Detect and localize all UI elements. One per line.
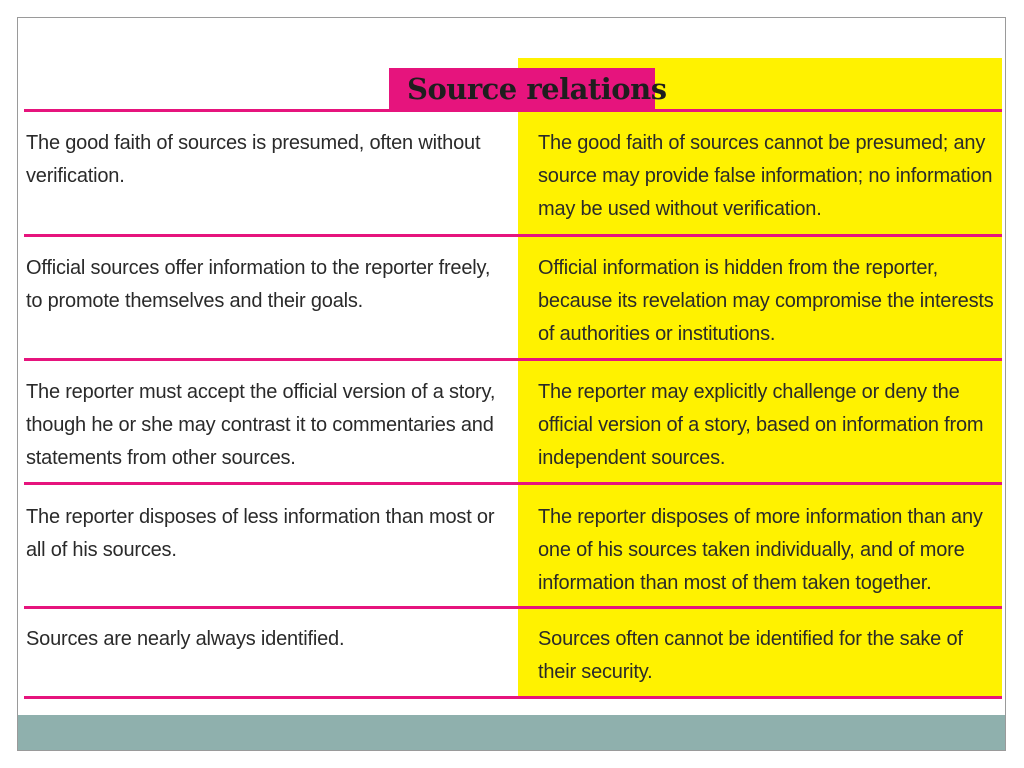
alternative-cell: The reporter disposes of more information than any one of his sources taken individually, and of more information than most of them taken together.: [538, 506, 983, 594]
row-divider: [24, 606, 1002, 609]
row-divider: [24, 234, 1002, 237]
row-divider: [24, 696, 1002, 699]
traditional-cell: The reporter disposes of less information than most or all of his sources.: [26, 506, 495, 561]
slide: [17, 17, 1006, 751]
alternative-cell: Sources often cannot be identified for the sake of their security.: [538, 628, 963, 683]
row-divider: [24, 109, 1002, 112]
alternative-cell: Official information is hidden from the reporter, because its revelation may compromise the interests of authorities or institutions.: [538, 257, 994, 345]
row-divider: [24, 482, 1002, 485]
title-highlight-extension: [655, 68, 1002, 110]
footer-bar: [18, 715, 1006, 751]
alternative-cell: The good faith of sources cannot be presumed; any source may provide false information; no information may be used without verification.: [538, 132, 993, 220]
traditional-cell: The good faith of sources is presumed, often without verification.: [26, 132, 481, 187]
traditional-cell: Official sources offer information to the reporter freely, to promote themselves and their goals.: [26, 257, 491, 312]
traditional-cell: The reporter must accept the official version of a story, though he or she may contrast it to commentaries and statements from other sources.: [26, 381, 496, 469]
alternative-cell: The reporter may explicitly challenge or deny the official version of a story, based on information from independent sources.: [538, 381, 984, 469]
traditional-cell: Sources are nearly always identified.: [26, 628, 345, 650]
table-title: Source relations: [389, 68, 655, 110]
row-divider: [24, 358, 1002, 361]
